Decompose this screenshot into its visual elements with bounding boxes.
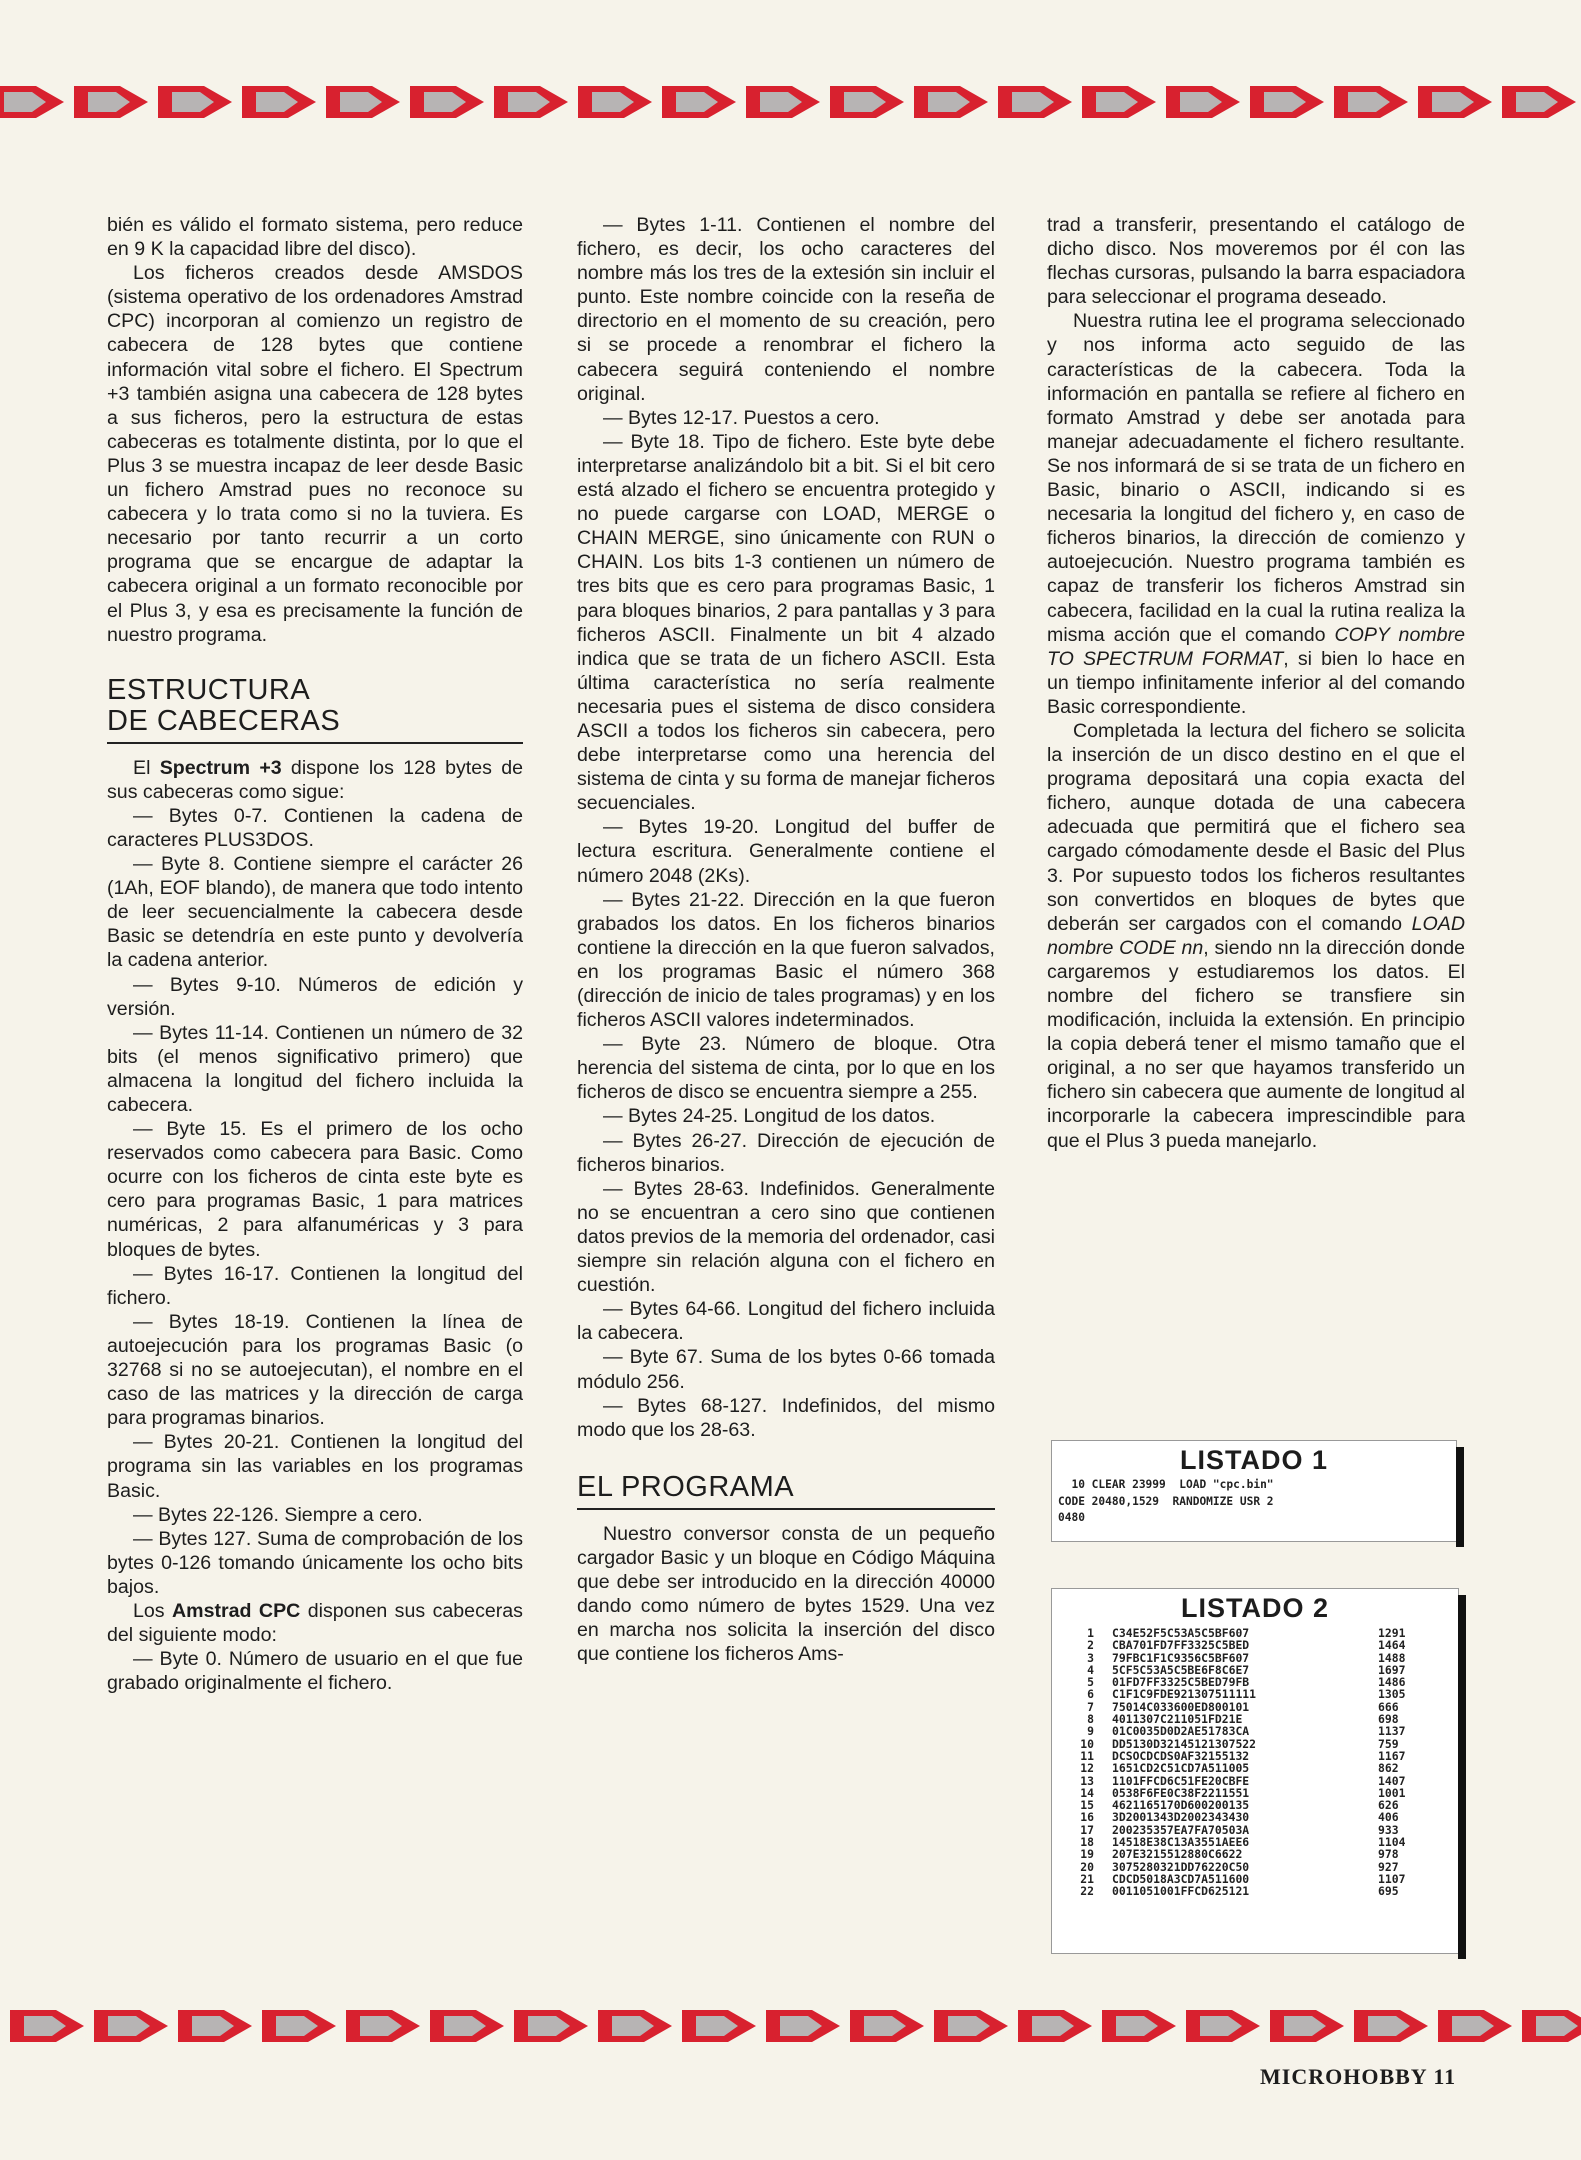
hex-data: 0538F6FE0C38F2211551 bbox=[1112, 1785, 1250, 1800]
arrow-icon bbox=[1250, 86, 1324, 118]
paragraph: — Bytes 19-20. Longitud del buffer de lectura escritura. Generalmente contiene el número 2048 (2Ks). bbox=[577, 816, 995, 887]
line-number: 18 bbox=[1080, 1835, 1094, 1850]
text: disponen sus cabeceras del siguiente modo: bbox=[107, 1599, 523, 1647]
hex-data: C34E52F5C53A5C5BF607 bbox=[1112, 1626, 1250, 1640]
checksum: 406 bbox=[1378, 1810, 1399, 1825]
bold-text: Amstrad CPC bbox=[172, 1599, 301, 1622]
line-number: 13 bbox=[1080, 1773, 1094, 1788]
hex-data: 1651CD2C51CD7A511005 bbox=[1112, 1761, 1250, 1776]
paragraph: — Byte 15. Es el primero de los ocho reservados como cabecera para Basic. Como ocurre con los ficheros de cinta este byte es cero para programas Basic, 1 para matrices numéricas, 2 para alfanuméricas y 3 para bloques de bytes. bbox=[107, 1118, 523, 1261]
hex-data: 200235357EA7FA70503A bbox=[1112, 1822, 1250, 1837]
arrow-icon bbox=[158, 86, 232, 118]
text: Los bbox=[133, 1599, 173, 1622]
hex-data: 207E3215512880C6622 bbox=[1112, 1847, 1243, 1862]
listado-title: LISTADO 2 bbox=[1180, 1593, 1329, 1623]
line-number: 12 bbox=[1080, 1761, 1094, 1776]
paragraph: — Bytes 12-17. Puestos a cero. bbox=[603, 406, 880, 429]
checksum: 698 bbox=[1378, 1712, 1399, 1727]
hex-data: 79FBC1F1C9356C5BF607 bbox=[1112, 1650, 1250, 1665]
arrow-icon bbox=[1270, 2010, 1344, 2042]
line-number: 6 bbox=[1087, 1687, 1094, 1702]
checksum: 1167 bbox=[1378, 1748, 1406, 1763]
hex-data: 3D2001343D2002343430 bbox=[1112, 1810, 1250, 1825]
hex-data: C1F1C9FDE921307511111 bbox=[1112, 1687, 1257, 1702]
arrow-banner-icon bbox=[0, 78, 1581, 126]
line-number: 1 bbox=[1087, 1626, 1094, 1640]
arrow-icon bbox=[494, 86, 568, 118]
paragraph: — Bytes 127. Suma de comprobación de los bytes 0-126 tomando únicamente los ocho bits bajos. bbox=[107, 1527, 523, 1598]
checksum: 933 bbox=[1378, 1822, 1399, 1837]
hex-data: 4011307C211051FD21E bbox=[1112, 1712, 1243, 1727]
line-number: 8 bbox=[1087, 1712, 1094, 1727]
paragraph: — Bytes 11-14. Contienen un número de 32 bits (el menos significativo primero) que almacena la longitud del fichero incluida la cabecera. bbox=[107, 1021, 523, 1116]
line-number: 16 bbox=[1080, 1810, 1094, 1825]
arrow-icon bbox=[914, 86, 988, 118]
arrow-icon bbox=[346, 2010, 420, 2042]
arrow-icon bbox=[1186, 2010, 1260, 2042]
arrow-icon bbox=[934, 2010, 1008, 2042]
text: Completada la lectura del fichero se solicita la inserción de un disco destino en el que el programa depositará una copia exacta del fichero, aunque dotada de una cabecera adecuada que permitirá que el fichero sea cargado cómodamente desde el Basic del Plus 3. Por supuesto todos los ficheros resultantes son convertidos en bloques de bytes que deberán ser cargados con el comando bbox=[1047, 719, 1465, 935]
section-heading-el-programa: EL PROGRAMA bbox=[577, 1472, 995, 1510]
arrow-icon bbox=[1166, 86, 1240, 118]
hex-data: 3075280321DD76220C50 bbox=[1112, 1859, 1250, 1874]
paragraph bbox=[1047, 719, 1465, 1153]
line-number: 20 bbox=[1080, 1859, 1094, 1874]
paragraph bbox=[107, 1599, 523, 1647]
text: , siendo nn la dirección donde cargaremos y estudiaremos los datos. El nombre del fichero se transfiere sin modificación, incluida la extensión. En principio la copia deberá tener el mismo tamaño que el original, a no ser que hayamos transferido un fichero sin cabecera que aumente de longitud al incorporarle la cabecera imprescindible para que el Plus 3 pueda manejarlo. bbox=[1047, 936, 1465, 1152]
checksum: 695 bbox=[1378, 1884, 1399, 1899]
table-row bbox=[1066, 1639, 1405, 1651]
checksum: 978 bbox=[1378, 1847, 1399, 1862]
hex-data: CDCD5018A3CD7A511600 bbox=[1112, 1871, 1250, 1886]
paragraph: bién es válido el formato sistema, pero reduce en 9 K la capacidad libre del disco). bbox=[107, 214, 523, 261]
paragraph: — Bytes 20-21. Contienen la longitud del programa sin las variables en los programas Basic. bbox=[107, 1431, 523, 1502]
hex-data: DCSOCDCDS0AF32155132 bbox=[1112, 1748, 1250, 1763]
checksum: 1137 bbox=[1378, 1724, 1406, 1739]
table-row bbox=[1066, 1775, 1405, 1787]
arrow-banner-icon bbox=[0, 2002, 1581, 2050]
arrow-icon bbox=[1354, 2010, 1428, 2042]
checksum: 1697 bbox=[1378, 1662, 1406, 1677]
line-number: 3 bbox=[1087, 1650, 1094, 1665]
arrow-icon bbox=[578, 86, 652, 118]
text: Nuestra rutina lee el programa seleccionado y nos informa acto seguido de las características de la cabecera. Toda la información en pantalla se refiere al fichero en formato Amstrad y debe ser anotada para manejar adecuadamente el fichero resultante. Se nos informará de si se trata de un fichero en Basic, binario o ASCII, indicando si es necesaria la longitud del fichero y, en caso de ficheros binarios, la dirección de comienzo y autoejecución. Nuestro programa también es capaz de transferir los ficheros Amstrad sin cabecera, facilidad en la cual la rutina realiza la misma acción que el comando bbox=[1047, 310, 1465, 646]
checksum: 1305 bbox=[1378, 1687, 1406, 1702]
arrow-icon bbox=[598, 2010, 672, 2042]
hex-data: 4621165170D600200135 bbox=[1112, 1798, 1250, 1813]
checksum: 1407 bbox=[1378, 1773, 1406, 1788]
checksum: 1104 bbox=[1378, 1835, 1406, 1850]
italic-text: LOAD nombre CODE nn bbox=[1047, 912, 1465, 959]
hex-data: DD5130D32145121307522 bbox=[1112, 1736, 1257, 1751]
hex-data: CBA701FD7FF3325C5BED bbox=[1112, 1638, 1250, 1653]
paragraph: — Byte 8. Contiene siempre el carácter 26 (1Ah, EOF blando), de manera que todo intento de leer secuencialmente la cabecera desde Basic se detendría en este punto y devolvería la cadena anterior. bbox=[107, 853, 523, 972]
code-line: 10 CLEAR 23999 LOAD "cpc.bin" bbox=[1058, 1478, 1274, 1491]
paragraph: Nuestro conversor consta de un pequeño cargador Basic y un bloque en Código Máquina que debe ser introducido en la dirección 40000 dando como número de bytes 1529. Una vez en marcha nos solicita la inserción del disco que contiene los ficheros Ams- bbox=[577, 1522, 995, 1666]
paragraph: — Bytes 9-10. Números de edición y versión. bbox=[107, 973, 523, 1020]
paragraph: — Bytes 0-7. Contienen la cadena de caracteres PLUS3DOS. bbox=[107, 804, 523, 851]
line-number: 10 bbox=[1080, 1736, 1094, 1751]
hex-data: 01C0035D0D2AE51783CA bbox=[1112, 1724, 1250, 1739]
code-line: CODE 20480,1529 RANDOMIZE USR 2 bbox=[1058, 1494, 1274, 1508]
hex-data: 75014C033600ED800101 bbox=[1112, 1699, 1250, 1714]
hex-table bbox=[1066, 1627, 1405, 1898]
top-arrow-banner bbox=[0, 78, 1581, 126]
checksum: 759 bbox=[1378, 1736, 1399, 1751]
text: El bbox=[133, 756, 160, 779]
arrow-icon bbox=[1082, 86, 1156, 118]
paragraph: — Bytes 18-19. Contienen la línea de autoejecución para los programas Basic (o 32768 si no se autoejecutan), el nombre en el caso de las matrices y la dirección de carga para programas binarios. bbox=[107, 1310, 523, 1430]
listado-title: LISTADO 1 bbox=[1179, 1445, 1328, 1475]
paragraph: — Bytes 26-27. Dirección de ejecución de ficheros binarios. bbox=[577, 1129, 995, 1176]
checksum: 927 bbox=[1378, 1859, 1399, 1874]
listado-2-box bbox=[1051, 1588, 1459, 1954]
hex-data: 14518E38C13A3551AEE6 bbox=[1112, 1835, 1250, 1850]
line-number: 9 bbox=[1087, 1724, 1094, 1739]
paragraph: — Byte 67. Suma de los bytes 0-66 tomada módulo 256. bbox=[577, 1346, 995, 1393]
checksum: 1486 bbox=[1378, 1675, 1406, 1690]
line-number: 7 bbox=[1087, 1699, 1094, 1714]
checksum: 666 bbox=[1378, 1699, 1399, 1714]
bold-text: Spectrum +3 bbox=[159, 756, 282, 779]
hex-data: 1101FFCD6C51FE20CBFE bbox=[1112, 1773, 1250, 1788]
paragraph: — Bytes 21-22. Dirección en la que fueron grabados los datos. En los ficheros binarios contiene la dirección en la que fueron salvados, en los programas Basic el número 368 (dirección de inicio de tales programas) y en los ficheros ASCII valores indeterminados. bbox=[577, 888, 995, 1032]
arrow-icon bbox=[262, 2010, 336, 2042]
paragraph: Los ficheros creados desde AMSDOS (sistema operativo de los ordenadores Amstrad CPC) incorporan al comienzo un registro de cabecera de 128 bytes que contiene información vital sobre el fichero. El Spectrum +3 también asigna una cabecera de 128 bytes a sus ficheros, pero la estructura de estas cabeceras es totalmente distinta, por lo que el Plus 3 se muestra incapaz de leer desde Basic un fichero Amstrad pues no reconoce su cabecera y lo trata como si no la tuviera. Es necesario por tanto recurrir a un corto programa que se encargue de adaptar la cabecera original a un formato reconocible por el Plus 3, y esa es precisamente la función de nuestro programa. bbox=[107, 262, 523, 646]
arrow-icon bbox=[1334, 86, 1408, 118]
heading-line: ESTRUCTURA bbox=[107, 673, 311, 706]
paragraph: — Bytes 24-25. Longitud de los datos. bbox=[603, 1105, 936, 1128]
line-number: 11 bbox=[1080, 1748, 1094, 1763]
arrow-icon bbox=[326, 86, 400, 118]
table-row bbox=[1066, 1725, 1405, 1737]
hex-data: 0011051001FFCD625121 bbox=[1112, 1884, 1250, 1899]
arrow-icon bbox=[830, 86, 904, 118]
paragraph: — Byte 0. Número de usuario en el que fue grabado originalmente el fichero. bbox=[107, 1648, 523, 1695]
paragraph: — Bytes 22-126. Siempre a cero. bbox=[133, 1503, 423, 1526]
paragraph bbox=[107, 756, 523, 804]
text: dispone los 128 bytes de sus cabeceras como sigue: bbox=[107, 756, 523, 803]
arrow-icon bbox=[662, 86, 736, 118]
table-row bbox=[1066, 1688, 1405, 1700]
arrow-icon bbox=[682, 2010, 756, 2042]
line-number: 15 bbox=[1080, 1798, 1094, 1813]
line-number: 17 bbox=[1080, 1822, 1094, 1837]
paragraph: — Bytes 16-17. Contienen la longitud del fichero. bbox=[107, 1262, 523, 1309]
arrow-icon bbox=[178, 2010, 252, 2042]
arrow-icon bbox=[74, 86, 148, 118]
section-heading-estructura bbox=[107, 675, 523, 744]
arrow-icon bbox=[514, 2010, 588, 2042]
arrow-icon bbox=[850, 2010, 924, 2042]
checksum: 862 bbox=[1378, 1761, 1399, 1776]
hex-data: 5CF5C53A5C5BE6F8C6E7 bbox=[1112, 1662, 1250, 1677]
code-line: 0480 bbox=[1058, 1511, 1085, 1524]
line-number: 19 bbox=[1080, 1847, 1094, 1862]
arrow-icon bbox=[1102, 2010, 1176, 2042]
table-row bbox=[1066, 1811, 1405, 1823]
table-row bbox=[1066, 1885, 1405, 1897]
line-number: 21 bbox=[1080, 1871, 1094, 1886]
arrow-icon bbox=[1502, 86, 1576, 118]
paragraph: — Byte 23. Número de bloque. Otra herencia del sistema de cinta, por lo que en los ficheros de disco se encuentra siempre a 255. bbox=[577, 1033, 995, 1104]
line-number: 22 bbox=[1080, 1884, 1094, 1899]
paragraph bbox=[1047, 309, 1465, 719]
heading-line: DE CABECERAS bbox=[107, 704, 341, 737]
arrow-icon bbox=[0, 86, 64, 118]
arrow-icon bbox=[998, 86, 1072, 118]
paragraph: — Bytes 1-11. Contienen el nombre del fichero, es decir, los ocho caracteres del nombre más los tres de la extesión sin incluir el punto. Este nombre coincide con la reseña de directorio en el momento de su creación, pero si se procede a renombrar el fichero la cabecera seguirá conteniendo el nombre original. bbox=[577, 214, 995, 405]
arrow-icon bbox=[1418, 86, 1492, 118]
listado-1-box bbox=[1051, 1440, 1457, 1542]
line-number: 14 bbox=[1080, 1785, 1094, 1800]
arrow-icon bbox=[410, 86, 484, 118]
arrow-icon bbox=[746, 86, 820, 118]
text: , si bien lo hace en un tiempo infinitamente inferior al del comando Basic correspondiente. bbox=[1047, 647, 1465, 718]
arrow-icon bbox=[94, 2010, 168, 2042]
bottom-arrow-banner bbox=[0, 2002, 1581, 2050]
checksum: 1488 bbox=[1378, 1650, 1406, 1665]
line-number: 5 bbox=[1087, 1675, 1094, 1690]
paragraph: trad a transferir, presentando el catálogo de dicho disco. Nos moveremos por él con las flechas cursoras, pulsando la barra espaciadora para seleccionar el programa deseado. bbox=[1047, 214, 1465, 309]
line-number: 4 bbox=[1087, 1662, 1094, 1677]
arrow-icon bbox=[1522, 2010, 1581, 2042]
paragraph: — Bytes 68-127. Indefinidos, del mismo modo que los 28-63. bbox=[577, 1394, 995, 1441]
checksum: 626 bbox=[1378, 1798, 1399, 1813]
arrow-icon bbox=[1438, 2010, 1512, 2042]
column-2 bbox=[577, 213, 995, 1666]
column-3-body bbox=[1047, 213, 1465, 1153]
checksum: 1464 bbox=[1378, 1638, 1406, 1653]
paragraph: — Bytes 28-63. Indefinidos. Generalmente no se encuentran a cero sino que contienen datos previos de la memoria del ordenador, casi siempre sin relación alguna con el fichero en cuestión. bbox=[577, 1177, 995, 1297]
column-1 bbox=[107, 213, 523, 1695]
hex-data: 01FD7FF3325C5BED79FB bbox=[1112, 1675, 1250, 1690]
checksum: 1291 bbox=[1378, 1626, 1406, 1640]
arrow-icon bbox=[10, 2010, 84, 2042]
checksum: 1107 bbox=[1378, 1871, 1406, 1886]
arrow-icon bbox=[242, 86, 316, 118]
checksum: 1001 bbox=[1378, 1785, 1406, 1800]
line-number: 2 bbox=[1087, 1638, 1094, 1653]
table-row bbox=[1066, 1762, 1405, 1774]
italic-text: COPY nombre TO SPECTRUM FORMAT bbox=[1047, 623, 1465, 670]
paragraph: — Bytes 64-66. Longitud del fichero incluida la cabecera. bbox=[577, 1298, 995, 1345]
arrow-icon bbox=[430, 2010, 504, 2042]
table-row bbox=[1066, 1848, 1405, 1860]
paragraph: — Byte 18. Tipo de fichero. Este byte debe interpretarse analizándolo bit a bit. Si el bit cero está alzado el fichero se encuentra protegido y no puede cargarse con LOAD, MERGE o CHAIN MERGE, sino únicamente con RUN o CHAIN. Los bits 1-3 contienen un número de tres bits que es cero para programas Basic, 1 para bloques binarios, 2 para pantallas y 3 para ficheros ASCII. Finalmente un bit 4 alzado indica que se trata de un fichero ASCII. Esta última característica no sería realmente necesaria pues el sistema de disco considera ASCII a todos los ficheros sin cabecera, pero debe interpretarse como una herencia del sistema de cinta y su forma de manejar ficheros secuenciales. bbox=[577, 430, 995, 815]
arrow-icon bbox=[766, 2010, 840, 2042]
arrow-icon bbox=[1018, 2010, 1092, 2042]
page-footer: MICROHOBBY 11 bbox=[1260, 2064, 1457, 2089]
